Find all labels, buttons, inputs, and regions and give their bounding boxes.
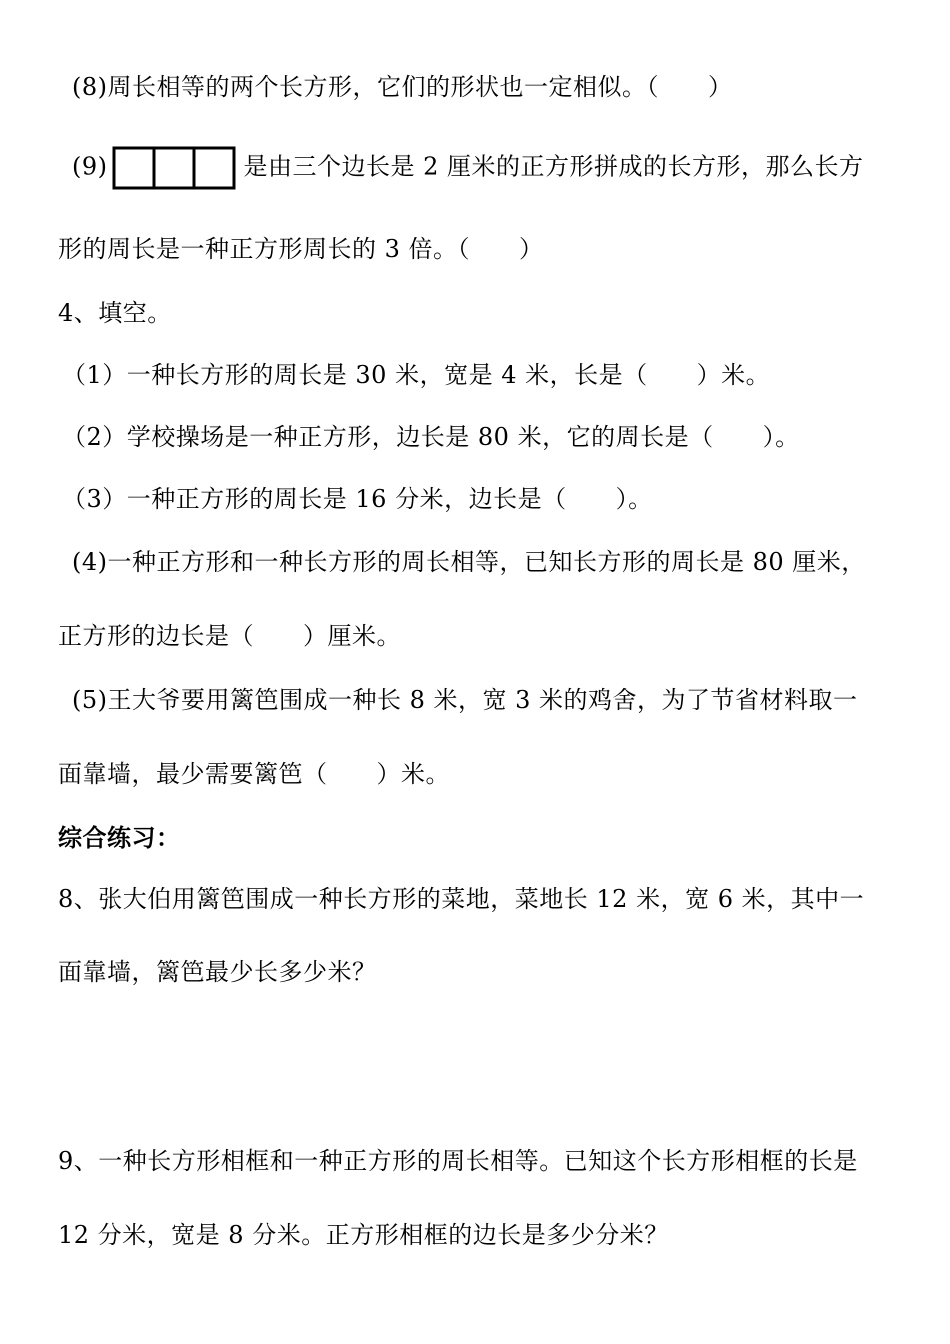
q4-item4-line1: (4)一种正方形和一种长方形的周长相等，已知长方形的周长是 80 厘米， [72, 548, 866, 576]
three-squares-figure [112, 146, 238, 190]
q3-item9-text: 是由三个边长是 2 厘米的正方形拼成的长方形，那么长方 [243, 152, 864, 181]
q8-line1: 8、张大伯用篱笆围成一种长方形的菜地，菜地长 12 米，宽 6 米，其中一 [58, 885, 865, 913]
q4-item5-line1: (5)王大爷要用篱笆围成一种长 8 米，宽 3 米的鸡舍，为了节省材料取一 [72, 686, 858, 714]
q3-item9-number: (9) [72, 152, 108, 181]
q4-item2: （2）学校操场是一种正方形，边长是 80 米，它的周长是（ ）。 [62, 423, 800, 451]
q3-item9-line1 [72, 146, 864, 190]
q4-item3: （3）一种正方形的周长是 16 分米，边长是（ ）。 [62, 485, 653, 513]
q9-line2: 12 分米，宽是 8 分米。正方形相框的边长是多少分米？ [58, 1221, 669, 1249]
q8-line2: 面靠墙，篱笆最少长多少米？ [58, 958, 377, 986]
section-heading: 综合练习： [58, 824, 181, 852]
q4-item1: （1）一种长方形的周长是 30 米，宽是 4 米，长是（ ）米。 [62, 361, 771, 389]
q9-line1: 9、一种长方形相框和一种正方形的周长相等。已知这个长方形相框的长是 [58, 1147, 858, 1175]
q4-item4-line2: 正方形的边长是（ ）厘米。 [58, 622, 401, 650]
q4-heading: 4、填空。 [58, 299, 172, 327]
q4-item5-line2: 面靠墙，最少需要篱笆（ ）米。 [58, 760, 450, 788]
q3-item8: (8)周长相等的两个长方形，它们的形状也一定相似。（ ） [72, 73, 733, 101]
q3-item9-line2: 形的周长是一种正方形周长的 3 倍。（ ） [58, 235, 544, 263]
